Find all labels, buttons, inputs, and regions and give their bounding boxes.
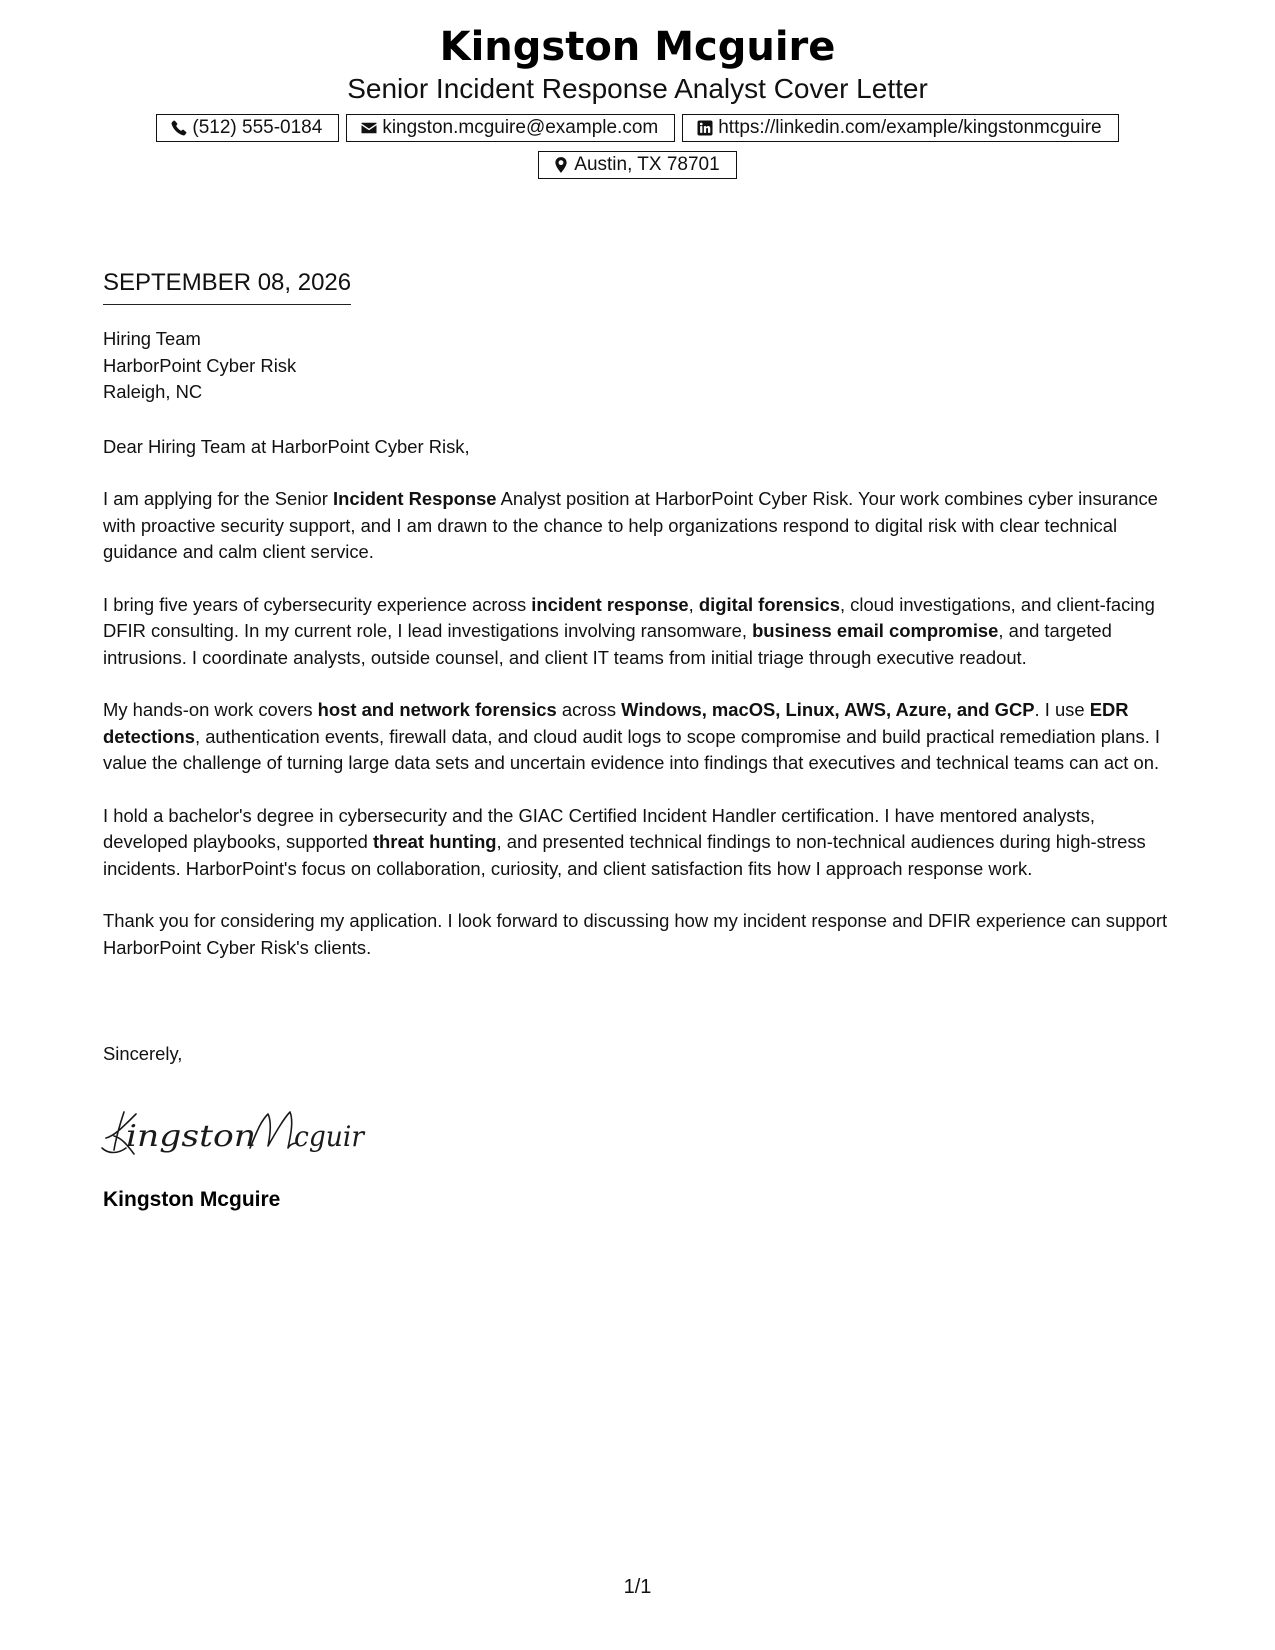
body-paragraph-4 xyxy=(103,803,1178,883)
letter-date-block xyxy=(103,268,351,305)
signature-last: cguir xyxy=(294,1120,366,1153)
text-run: . I use xyxy=(1034,699,1090,720)
letter-body xyxy=(103,326,1178,987)
letter-header xyxy=(0,22,1275,106)
closing: Sincerely, xyxy=(103,1043,183,1064)
text-run: I hold a bachelor's degree in cybersecurity and the GIAC Certified Incident Handler certification. I have mentored analysts, developed playbooks, supported xyxy=(103,804,1096,852)
recipient-company: HarborPoint Cyber Risk xyxy=(103,354,297,376)
envelope-icon xyxy=(360,119,378,137)
contact-location xyxy=(538,151,736,179)
recipient-city: Raleigh, NC xyxy=(103,381,203,402)
text-run: , cloud investigations, and client-facing DFIR consulting. In my current role, I lead investigations involving ransomware, xyxy=(103,593,1155,641)
bold-phrase: Windows, macOS, Linux, AWS, Azure, and GCP xyxy=(621,699,1035,720)
bold-phrase: host and network forensics xyxy=(317,699,557,720)
signature-first: ingston xyxy=(126,1119,256,1154)
contact-phone xyxy=(156,114,339,142)
body-paragraph-3 xyxy=(103,697,1178,777)
map-marker-icon xyxy=(552,156,570,174)
text-run: My hands-on work covers xyxy=(103,699,318,720)
salutation: Dear Hiring Team at HarborPoint Cyber Risk, xyxy=(103,435,470,457)
bold-phrase: threat hunting xyxy=(372,831,497,852)
document-subtitle: Senior Incident Response Analyst Cover Letter xyxy=(347,73,928,104)
text-run: I bring five years of cybersecurity experience across xyxy=(103,593,532,615)
text-run: Analyst position at HarborPoint Cyber Risk. Your work combines cyber insurance with proactive security support, and I am drawn to the chance to help organizations respond to digital risk with clear technical guidance and calm client service. xyxy=(103,488,1158,562)
location-text: Austin, TX 78701 xyxy=(574,154,720,175)
contact-linkedin xyxy=(682,114,1118,142)
text-run: , xyxy=(688,593,699,615)
phone-icon xyxy=(170,119,188,137)
contact-row-location xyxy=(0,151,1275,179)
signer-name: Kingston Mcguire xyxy=(103,1188,281,1211)
email-text: kingston.mcguire@example.com xyxy=(382,117,659,138)
recipient-line: Hiring Team xyxy=(103,328,201,349)
page-number: 1/1 xyxy=(623,1576,652,1598)
text-run: , and presented technical findings to non-technical audiences during high-stress incidents. HarborPoint's focus on collaboration, curiosity, and client satisfaction fits how I approach response work. xyxy=(103,831,1146,879)
bold-phrase: EDR detections xyxy=(103,699,1129,747)
linkedin-icon xyxy=(696,119,714,137)
body-paragraph-5 xyxy=(103,908,1178,961)
phone-text: (512) 555-0184 xyxy=(192,117,323,138)
contact-row xyxy=(0,114,1275,142)
handwritten-signature xyxy=(100,1098,370,1168)
recipient-address xyxy=(103,326,1178,406)
bold-phrase: business email compromise xyxy=(752,620,999,641)
letter-date: SEPTEMBER 08, 2026 xyxy=(103,268,351,305)
text-run: I am applying for the Senior xyxy=(103,488,334,509)
linkedin-text: https://linkedin.com/example/kingstonmcguire xyxy=(718,117,1102,138)
text-run: across xyxy=(556,699,622,720)
body-paragraph-2 xyxy=(103,592,1178,672)
text-run: Thank you for considering my application. I look forward to discussing how my incident response and DFIR experience can support HarborPoint Cyber Risk's clients. xyxy=(103,910,1168,958)
bold-phrase: Incident Response xyxy=(333,488,497,509)
contact-email xyxy=(346,114,675,142)
applicant-name: Kingston Mcguire xyxy=(439,24,836,70)
body-paragraph-1 xyxy=(103,486,1178,566)
bold-phrase: incident response xyxy=(531,593,689,615)
bold-phrase: digital forensics xyxy=(698,593,840,615)
text-run: , authentication events, firewall data, and cloud audit logs to scope compromise and build practical remediation plans. I value the challenge of turning large data sets and uncertain evidence into findings that executives and technical teams can act on. xyxy=(103,725,1161,773)
text-run: , and targeted intrusions. I coordinate analysts, outside counsel, and client IT teams from initial triage through executive readout. xyxy=(103,620,1112,668)
